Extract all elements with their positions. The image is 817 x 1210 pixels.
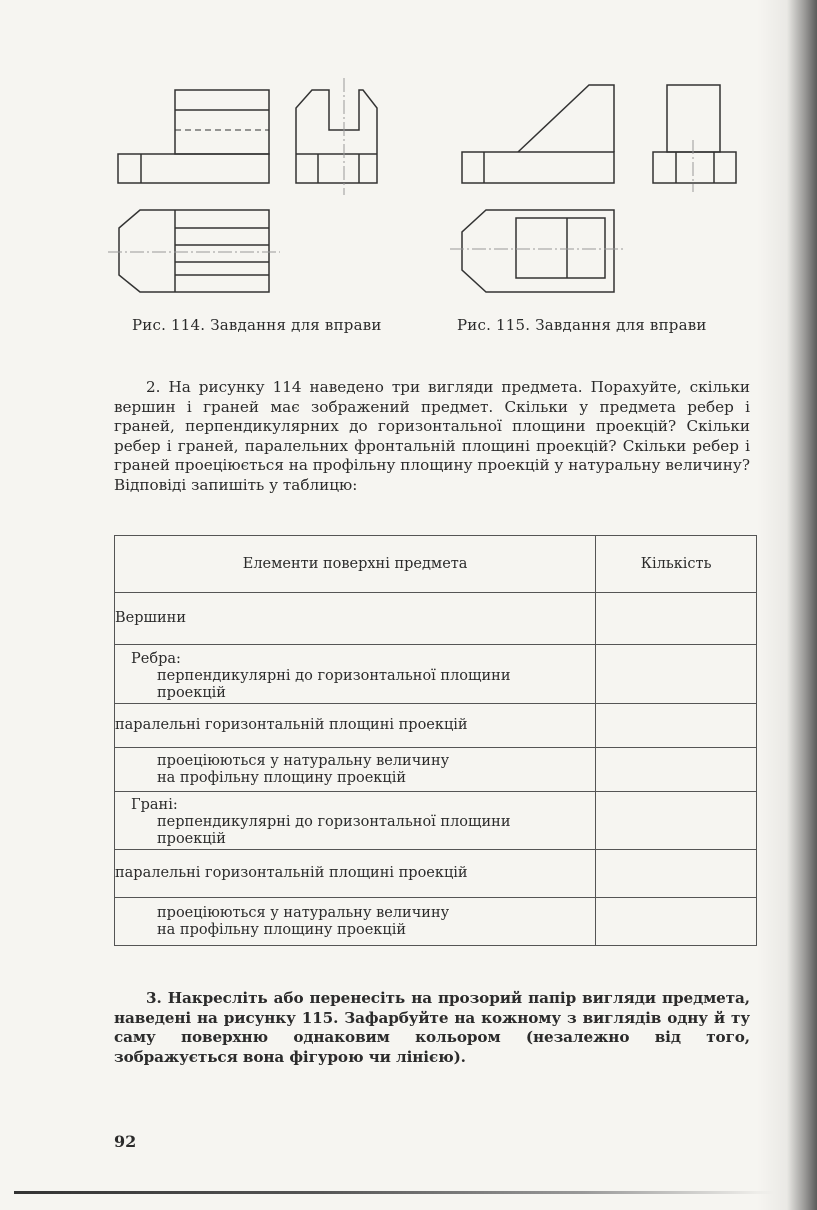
row-faces-true-line2: на профільну площину проекцій: [157, 921, 406, 938]
table-row: [115, 792, 757, 850]
row-edges-parallel-label: паралельні горизонтальній площині проекцій: [115, 704, 596, 748]
fig115-side-view: [653, 85, 736, 192]
page-bottom-edge: [14, 1191, 774, 1194]
answer-cell[interactable]: [596, 792, 757, 850]
page-number: 92: [114, 1132, 137, 1151]
row-edges-true-line2: на профільну площину проекцій: [157, 769, 406, 786]
table-row: [115, 898, 757, 946]
table-row: [115, 645, 757, 704]
table-row: [115, 593, 757, 645]
row-faces-parallel-label: паралельні горизонтальній площині проекцій: [115, 850, 596, 898]
row-faces-perp-label: перпендикулярні до горизонтальної площини проекцій: [157, 814, 511, 847]
task-2-paragraph: 2. На рисунку 114 наведено три вигляди предмета. Порахуйте, скільки вершин і граней має зображений предмет. Скільки у предмета ребер і граней, перпендикулярних до горизонтальної площини проекцій? Скільки ребер і граней, паралельних фронтальній площині проекцій? Скільки ребер і граней проеціюється на профільну площину проекцій у натуральну величину? Відповіді запишіть у таблицю:: [114, 378, 750, 494]
task-3-paragraph: 3. Накресліть або перенесіть на прозорий папір вигляди предмета, наведені на рисунку 115. Зафарбуйте на кожному з виглядів одну й ту саму поверхню однаковим кольором (незалежно від того, зображується вона фігурою чи лінією).: [114, 989, 750, 1066]
row-vertices-label: Вершини: [115, 593, 596, 645]
table-row: [115, 850, 757, 898]
header-elements: Елементи поверхні предмета: [115, 536, 596, 593]
row-faces-true-line1: проеціюються у натуральну величину: [157, 904, 450, 921]
fig115-top-view: [450, 210, 625, 292]
table-row: [115, 704, 757, 748]
figure-114-caption: Рис. 114. Завдання для вправи: [132, 316, 382, 334]
answer-cell[interactable]: [596, 898, 757, 946]
answer-table: [114, 535, 757, 946]
row-faces-title: Грані:: [131, 797, 178, 813]
row-edges-true-line1: проеціюються у натуральну величину: [157, 752, 450, 769]
fig114-side-view: [296, 78, 377, 195]
row-edges-title: Ребра:: [131, 651, 181, 667]
answer-cell[interactable]: [596, 748, 757, 792]
figure-115-caption: Рис. 115. Завдання для вправи: [457, 316, 707, 334]
answer-cell[interactable]: [596, 593, 757, 645]
fig115-front-view: [462, 85, 614, 183]
figure-114-drawing: [0, 0, 817, 300]
fig114-front-view: [118, 90, 269, 183]
answer-cell[interactable]: [596, 645, 757, 704]
table-row: [115, 748, 757, 792]
row-edges-perp-label: перпендикулярні до горизонтальної площини проекцій: [157, 668, 511, 701]
fig114-top-view: [108, 210, 280, 292]
answer-cell[interactable]: [596, 704, 757, 748]
table-header-row: [115, 536, 757, 593]
answer-cell[interactable]: [596, 850, 757, 898]
header-quantity: Кількість: [596, 536, 757, 593]
